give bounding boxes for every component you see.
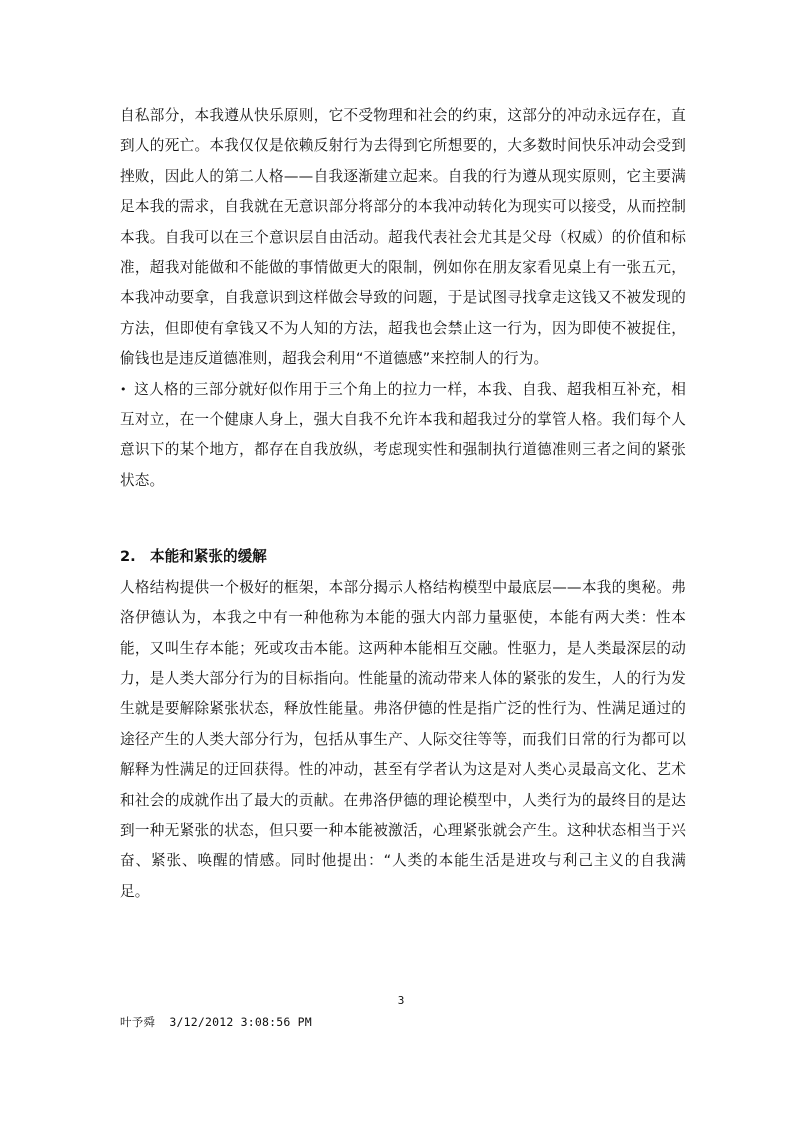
paragraph-superego: 自私部分，本我遵从快乐原则，它不受物理和社会的约束，这部分的冲动永远存在，直到人的死亡。本我仅仅是依赖反射行为去得到它所想要的，大多数时间快乐冲动会受到挫败，因此人的第二人格——自我逐渐建立起来。自我的行为遵从现实原则，它主要满足本我的需求，自我就在无意识部分将部分的本我冲动转化为现实可以接受，从而控制本我。自我可以在三个意识层自由活动。超我代表社会尤其是父母（权威）的价值和标准，超我对能做和不能做的事情做更大的限制，例如你在朋友家看见桌上有一张五元，本我冲动要拿，自我意识到这样做会导致的问题，于是试图寻找拿走这钱又不被发现的方法，但即使有拿钱又不为人知的方法，超我也会禁止这一行为，因为即使不被捉住，偷钱也是违反道德准则，超我会利用“不道德感”来控制人的行为。 bbox=[120, 107, 686, 368]
bullet-paragraph bbox=[120, 375, 686, 497]
section-heading bbox=[120, 542, 686, 572]
document-body bbox=[120, 101, 686, 907]
bullet-text: 这人格的三部分就好似作用于三个角上的拉力一样，本我、自我、超我相互补充，相互对立，在一个健康人身上，强大自我不允许本我和超我过分的掌管人格。我们每个人意识下的某个地方，都存在自我放纵，考虑现实性和强制执行道德准则三者之间的紧张状态。 bbox=[120, 380, 686, 489]
bullet-icon: • bbox=[120, 382, 127, 396]
paragraph-instinct: 人格结构提供一个极好的框架，本部分揭示人格结构模型中最底层——本我的奥秘。弗洛伊德认为，本我之中有一种他称为本能的强大内部力量驱使，本能有两大类：性本能，又叫生存本能；死或攻击本能。这两种本能相互交融。性驱力，是人类最深层的动力，是人类大部分行为的目标指向。性能量的流动带来人体的紧张的发生，人的行为发生就是要解除紧张状态，释放性能量。弗洛伊德的性是指广泛的性行为、性满足通过的途径产生的人类大部分行为，包括从事生产、人际交往等等，而我们日常的行为都可以解释为性满足的迂回获得。性的冲动，甚至有学者认为这是对人类心灵最高文化、艺术和社会的成就作出了最大的贡献。在弗洛伊德的理论模型中，人类行为的最终目的是达到一种无紧张的状态，但只要一种本能被激活，心理紧张就会产生。这种状态相当于兴奋、紧张、唤醒的情感。同时他提出：“人类的本能生活是进攻与利己主义的自我满足。 bbox=[120, 578, 686, 900]
footer-author-timestamp: 叶予舜 3/12/2012 3:08:56 PM bbox=[120, 1015, 312, 1029]
section-title: 本能和紧张的缓解 bbox=[150, 548, 267, 566]
page-number: 3 bbox=[397, 994, 405, 1007]
section-number: 2. bbox=[120, 548, 136, 566]
